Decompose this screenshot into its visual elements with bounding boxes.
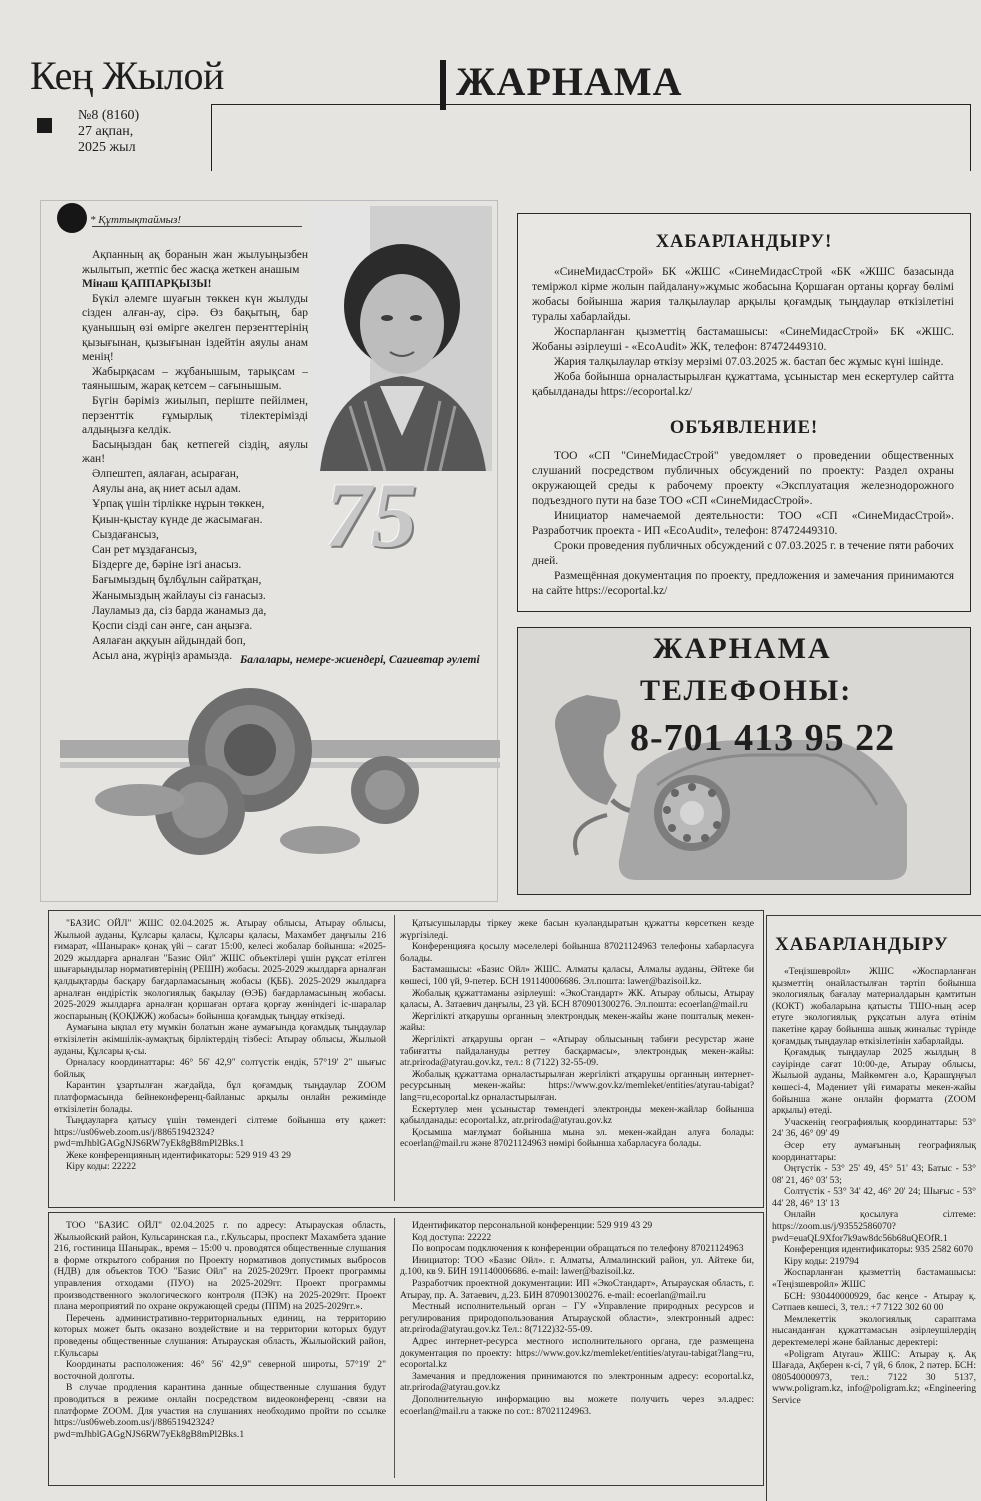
congrats-paragraph: Бүкіл әлемге шуағын төккен күн жылуды сізден алған-ау, сірә. Өз бақытың, бар қуанышың өзі өмірге әкелген перзенттерінің қызығынан, қызығынан іздейтін аяулы анам менің! xyxy=(82,292,308,364)
basis-kz-right xyxy=(400,918,754,1150)
poem-line: Бағымыздың бұлбұлын сайратқан, xyxy=(92,574,262,587)
text-paragraph: "БАЗИС ОЙЛ" ЖШС 02.04.2025 ж. Атырау облысы, Атырау облысы, Жылыой ауданы, Құлсары қаласы, Құлсары қаласы, Махамбет даңғылы 216 ғимарат, «Шанырак» қонақ үйі – сағат 15:00, келесі жобалар бойынша: «2025-2029 жылдарға арналған "Базис Ойл" ЖШС объектілері үшін рұқсат етілген шығарындылар нормативтерінің (РЕШН) жобасы. 2025-2029 жылдарға арналған қалдықтарды басқару бағдарламасының жобасы (ҚББ). 2025-2029 жылдарға арналған өндірістік экологиялық бақылау (ӨЭБ) бағдарламасының жобасы. 2025-2029 жылдарға арналған қоршаған ортаға қорғау жөніндегі іс-шаралар жоспарының (ҚОҚІЖЖ) жобасы» бойынша қоғамдық тыңдау өткізеді. xyxy=(54,918,386,1022)
congrats-paragraph: Басыңыздан бақ кетпегей сіздің, аяулы жан! xyxy=(82,438,308,466)
text-paragraph: Местный исполнительный орган – ГУ «Управление природных ресурсов и регулирования природопользования Атырауской области», электронный адрес: atr.priroda@atyrau.gov.kz Тел.: 8(7122)32-55-09. xyxy=(400,1301,754,1336)
text-paragraph: В случае продления карантина данные общественные слушания будут проводиться в режиме онлайн посредством видеоконференц -связи на платформе ZOOM. Для участия на слушаниях необходимо пройти по ссылке https://us06web.zoom.us/j/88651942324?pwd=mJhblGAGgNJS6RW7yEk8gB8mPl2Bks.1 xyxy=(54,1382,386,1440)
age-number: 75 xyxy=(325,464,417,566)
text-paragraph: Конференция идентификаторы: 935 2582 6070 xyxy=(784,1244,973,1256)
congrats-tag: * Құттықтаймыз! xyxy=(90,214,182,226)
notice-title-ru: ОБЪЯВЛЕНИЕ! xyxy=(669,418,819,438)
text-paragraph: Жобалық құжаттаманы әзірлеуші: «ЭкоСтандарт» ЖК. Атырау облысы, Атырау қаласы, А. Затаевич даңғылы, 23 үй. БСН 870901300276. Эл.пошта: ecoerlan@mail.ru xyxy=(400,987,754,1011)
poem-line: Асыл ана, жүріңіз арамызда. xyxy=(92,650,233,663)
honoree-name: Мінаш ҚАППАРҚЫЗЫ! xyxy=(82,278,212,291)
text-paragraph: Разработчик проектной документации: ИП «ЭкоСтандарт», Атырауская область, г. Атырау, пр. А. Затаевич, д.23. БИН 870901300276. e-mail: ecoerlan@mail.ru xyxy=(400,1277,754,1301)
text-paragraph: Жобалық құжаттама орналастырылған жергілікті атқарушы органның интернет-ресурсының мекен-жайы: https://www.gov.kz/memleket/entities/atyrau-tabigat?lang=ru,ecoportal.kz орналастырылған. xyxy=(400,1068,754,1103)
text-paragraph: Координаты расположения: 46° 56' 42,9" северной широты, 57°19' 2" восточной долготы. xyxy=(54,1359,386,1382)
text-paragraph: Кіру коды: 22222 xyxy=(66,1161,136,1173)
congrats-paragraph: Ақпанның ақ боранын жан жылуыңызбен жылытып, жетпіс бес жасқа жеткен анашым xyxy=(82,249,308,276)
tengiz-text xyxy=(772,966,976,1498)
text-paragraph: Карантин ұзартылған жағдайда, бұл қоғамдық тыңдаулар ZOOM платформасында бейнеконференц-байланыс арқылы онлайн режимінде өткізілетін болады. xyxy=(54,1080,386,1115)
text-paragraph: БСН: 930440000929, бас кеңсе - Атырау қ. Сәтпаев көшесі, 3, тел.: +7 7122 302 60 00 xyxy=(772,1290,976,1314)
ad-phone-number: 8-701 413 95 22 xyxy=(630,717,896,759)
text-paragraph: Учаскенің географиялық координаттары: 53° 24' 36, 46° 09' 49 xyxy=(772,1116,976,1140)
poem-line: Жанымыздың жайлауы сіз ғанасыз. xyxy=(92,589,266,602)
text-paragraph: Жоспарланған қызметтің бастамашысы: «Теңізшевройл» ЖШС xyxy=(772,1267,976,1291)
text-paragraph: «Теңізшевройл» ЖШС «Жоспарланған қызметтің онайластылған тәртіп бойынша экологиялық бағалау материалдарын қамтитын (КОКТ) жобаларына қатысты ТШО-ның әсер етуге экологиялық рұқсатын алуға өтінім пакетіне қарау бойынша ашық жиналыс түрінде қоғамдық тыңдаулар өткізілетінін хабарлайды. xyxy=(772,966,976,1047)
text-paragraph: Аумағына ықпал ету мүмкін болатын және аумағында қоғамдық тыңдаулар өткізілетін әкімшілік-аумақтық бірліктердің тізбесі: Атырау облысы, Жылыой ауданы, Құлсары қ-сы. xyxy=(54,1022,386,1057)
poem-line: Ұрпақ үшін тірлікке нұрын төккен, xyxy=(92,498,265,511)
square-bullet-icon xyxy=(37,118,52,133)
issue-info xyxy=(78,108,139,156)
text-paragraph: ТОО "БАЗИС ОЙЛ" 02.04.2025 г. по адресу: Атырауская область, Жылыойский район, Кульсаринская г.а., г.Кульсары, проспект Махамбета здание 216, гостиница Шанырак., время – 15:00 ч. проводятся общественные слушания в форме открытого собрания по Проекту нормативов допустимых выбросов (НДВ) для объектов ТОО "Базис Ойл" на 2025-2029гг. Проект программы управления отходами (ПУО) на 2025-2029гг. Проект программы производственного экологического контроля (ПЭК) на 2025-2029гг. Проект плана мероприятий по охране окружающей среды (ППМ) на 2025-2029гг.». xyxy=(54,1220,386,1313)
text-paragraph: Әсер ету аумағының географиялық координаттары: xyxy=(772,1139,976,1163)
section-title: ЖАРНАМА xyxy=(456,59,683,104)
text-paragraph: Орналасу координаттары: 46° 56' 42,9" солтүстік ендік, 57°19' 2" шығыс бойлық xyxy=(54,1057,386,1080)
text-paragraph: Жергілікті атқарушы органның электрондық мекен-жайы және пошталық мекен-жайы: xyxy=(400,1010,754,1034)
congrats-signature: Балалары, немере-жиендері, Сағиевтар әулеті xyxy=(240,654,480,666)
header-frame xyxy=(211,104,971,171)
text-paragraph: Ескертулер мен ұсыныстар төмендегі электронды мекен-жайлар бойынша қабылданады: ecoportal.kz, atr.priroda@atyrau.gov.kz xyxy=(400,1103,754,1127)
congrats-paragraph: Бүгін бәріміз жиылып, періште пейілмен, перзенттік ғұмырлық тілектерімізді алдыңызға келдік. xyxy=(82,394,308,437)
notice-paragraph: Жоспарланған қызметтің бастамашысы: «СинеМидасСтрой» БК «ЖШС. Жобаны әзірлеуші - «EcoAudit» ЖК, телефон: 87472449310. xyxy=(532,326,954,353)
text-paragraph: Солтүстік - 53° 34' 42, 46° 20' 24; Шығыс - 53° 44' 28, 46° 13' 13 xyxy=(772,1186,976,1209)
text-paragraph: Қоғамдық тыңдаулар 2025 жылдың 8 сәуірінде сағат 10:00-де, Атырау облысы, Жылыой ауданы, Майкөмген а.о, Қарашұңғыл көшесі-4, Мәдениет үйі ғимараты мекен-жайы бойынша және онлайн форматта (ZOOM арқылы) өтеді. xyxy=(772,1047,976,1117)
text-paragraph: Жергілікті атқарушы орган – «Атырау облысының табиғи ресурстар және табиғатты пайдалануды реттеу басқармасы», электрондық мекен-жайы: atr.priroda@atyrau.gov.kz, тел.: 8 (7122) 32-55-09. xyxy=(400,1033,754,1069)
basis-ru-left xyxy=(54,1220,386,1440)
text-paragraph: Адрес интернет-ресурса местного исполнительного органа, где размещена документация по проекту: https://www.gov.kz/memleket/entities/atyrau-tabigat?lang=ru, ecoportal.kz xyxy=(400,1335,754,1371)
congrats-text xyxy=(82,248,308,467)
text-paragraph: «Poligram Atyrau» ЖШС: Атырау қ. Ақ Шағада, Ақберен к-сі, 7 үй, 6 блок, 2 пәтер. БСН: 080540000973, тел.: 7122 30 5137, www.poligram.kz, info@poligram.kz; «Engineering Service xyxy=(772,1348,976,1406)
poem-line: Қиын-қыстау күнде де жасымаған. xyxy=(92,513,263,526)
text-paragraph: Мемлекеттік экологиялық сараптама нысанданған құжаттамасын әзірлеушілердің деректемелері және байланыс деректері: xyxy=(772,1313,976,1348)
divider xyxy=(92,226,302,227)
notice-box xyxy=(517,213,971,612)
notice-paragraph: Жария талқылаулар өткізу мерзімі 07.03.2025 ж. бастап бес жұмыс күні ішінде. xyxy=(554,356,944,368)
basis-ru-right xyxy=(400,1220,754,1417)
congrats-paragraph: Жабырқасам – жұбанышым, тарықсам – таянышым, жарақ кетсем – сағынышым. xyxy=(82,365,308,393)
text-paragraph: Код доступа: 22222 xyxy=(412,1231,492,1243)
text-paragraph: Тыңдауларға қатысу үшін төмендегі сілтеме бойынша өту қажет: https://us06web.zoom.us/j/88651942324?pwd=mJhblGAGgNJS6RW7yEk8gB8mPl2Bks.1 xyxy=(54,1115,386,1150)
text-paragraph: Конференцияға қосылу мәселелері бойынша 87021124963 телефоны хабарласуға болады. xyxy=(400,941,754,964)
text-paragraph: Жеке конференцияның идентификаторы: 529 919 43 29 xyxy=(66,1149,291,1161)
text-paragraph: Оңтүстік - 53° 25' 49, 45° 51' 43; Батыс - 53° 08' 21, 46° 03' 53; xyxy=(772,1163,976,1186)
portrait-photo xyxy=(310,206,492,471)
text-paragraph: Қосымша мағлұмат бойынша мына эл. мекен-жайдан алуға болады: ecoerlan@mail.ru және 87021124963 нөмірі бойынша хабарласуға болады. xyxy=(400,1126,754,1150)
text-paragraph: Идентификатор персональной конференции: 529 919 43 29 xyxy=(412,1220,653,1231)
column-divider xyxy=(394,915,395,1201)
issue-year: 2025 жыл xyxy=(78,140,136,155)
text-paragraph: Перечень административно-территориальных единиц, на территорию которых может быть оказано воздействие и на территории которых будут проведены общественные слушания: Атырауская область, Жылыойский район, г.Кульсары xyxy=(54,1312,386,1359)
ad-phone-title: ЖАРНАМА xyxy=(653,632,832,665)
poem-line: Біздерге де, бәріне ізгі анасыз. xyxy=(92,559,242,572)
notice-paragraph: Размещённая документация по проекту, предложения и замечания принимаются на сайте https://ecoportal.kz/ xyxy=(532,570,954,597)
text-paragraph: Онлайн қосылуға сілтеме: https://zoom.us/j/93552586070?pwd=euaQL9Xfor7k9aw8dc56b68uQEOfR.1 xyxy=(772,1209,976,1244)
notice-paragraph: «СинеМидасСтрой» БК «ЖШС «СинеМидасСтрой «БК «ЖШС базасында теміржол кірме жолын пайдалану»жұмыс жобасына Қоршаған ортаны қорғау бөлімі жобасы бойынша жария талқылаулар арқылы қоғамдық тыңдаулар өткізілетіні туралы хабарлайды. xyxy=(532,266,954,323)
section-bar xyxy=(440,60,446,110)
text-paragraph: Бастамашысы: «Базис Ойл» ЖШС. Алматы қаласы, Алмалы ауданы, Әйтеке би көшесі, 100 үй, 9-петер. БСН 191140006686. Эл.пошта: lawer@bazisoil.kz. xyxy=(400,964,754,987)
poem-line: Аяулы ана, ақ ниет асыл адам. xyxy=(92,483,241,496)
poem-line: Әлпештеп, аялаған, асыраған, xyxy=(92,468,239,480)
roses-illustration xyxy=(40,670,500,895)
tengiz-title: ХАБАРЛАНДЫРУ xyxy=(775,934,949,955)
notice-paragraph: Инициатор намечаемой деятельности: ТОО «СП «СинеМидасСтрой». Разработчик проекта - ИП «EcoAudit», телефон: 87472449310. xyxy=(532,510,954,537)
text-paragraph: По вопросам подключения к конференции обращаться по телефону 87021124963 xyxy=(412,1243,744,1255)
poem-line: Сыздағансыз, xyxy=(92,528,159,541)
issue-date: 27 ақпан, xyxy=(78,124,134,139)
notice-text-ru xyxy=(532,449,954,599)
poem-line: Сан рет мұздағансыз, xyxy=(92,544,198,557)
poem-line: Аялаған аққуын айдындай боп, xyxy=(92,635,246,648)
text-paragraph: Дополнительную информацию вы можете получить через эл.адрес: ecoerlan@mail.ru а также по сот.: 87021124963. xyxy=(400,1393,754,1417)
text-paragraph: Кіру коды: 219794 xyxy=(784,1255,859,1267)
poem-line: Қоспи сізді сан әнге, сан аңызға. xyxy=(92,620,253,633)
issue-number: №8 (8160) xyxy=(78,108,140,123)
newspaper-title: Кең Жылой xyxy=(30,53,224,98)
notice-paragraph: Жоба бойынша орналастырылған құжаттама, ұсыныстар мен ескертулер сайтта қабылданады https://ecoportal.kz/ xyxy=(532,371,954,398)
text-paragraph: Инициатор: ТОО «Базис Ойл». г. Алматы, Алмалинский район, ул. Айтеке би, д.100, кв 9. БИН 191140006686. e-mail: lawer@bazisoil.kz. xyxy=(400,1254,754,1278)
notice-title-kz: ХАБАРЛАНДЫРУ! xyxy=(655,232,833,252)
poem-line: Лауламыз да, сіз барда жанамыз да, xyxy=(92,604,267,617)
text-paragraph: Замечания и предложения принимаются по электронным адресу: ecoportal.kz, atr.priroda@atyrau.gov.kz xyxy=(400,1370,754,1394)
poem xyxy=(92,467,322,665)
basis-kz-left xyxy=(54,918,386,1173)
ad-phone-subtitle: ТЕЛЕФОНЫ: xyxy=(640,674,853,707)
notice-paragraph: ТОО «СП "СинеМидасСтрой" уведомляет о проведении общественных слушаний посредством публичных обсуждений по проекту: Раздел охраны окружающей среды к рабочему проекту «Эксплуатация железнодорожного подъездного пути на базе ТОО «СП «СинеМидасСтрой». xyxy=(532,450,954,507)
column-divider xyxy=(394,1218,395,1478)
notice-text-kz xyxy=(532,265,954,400)
black-circle-icon xyxy=(57,203,87,233)
notice-paragraph: Сроки проведения публичных обсуждений с 07.03.2025 г. в течение пяти рабочих дней. xyxy=(532,540,954,567)
text-paragraph: Қатысушыларды тіркеу жеке басын куәландыратын құжатты көрсеткен кезде жүргізіледі. xyxy=(400,918,754,941)
